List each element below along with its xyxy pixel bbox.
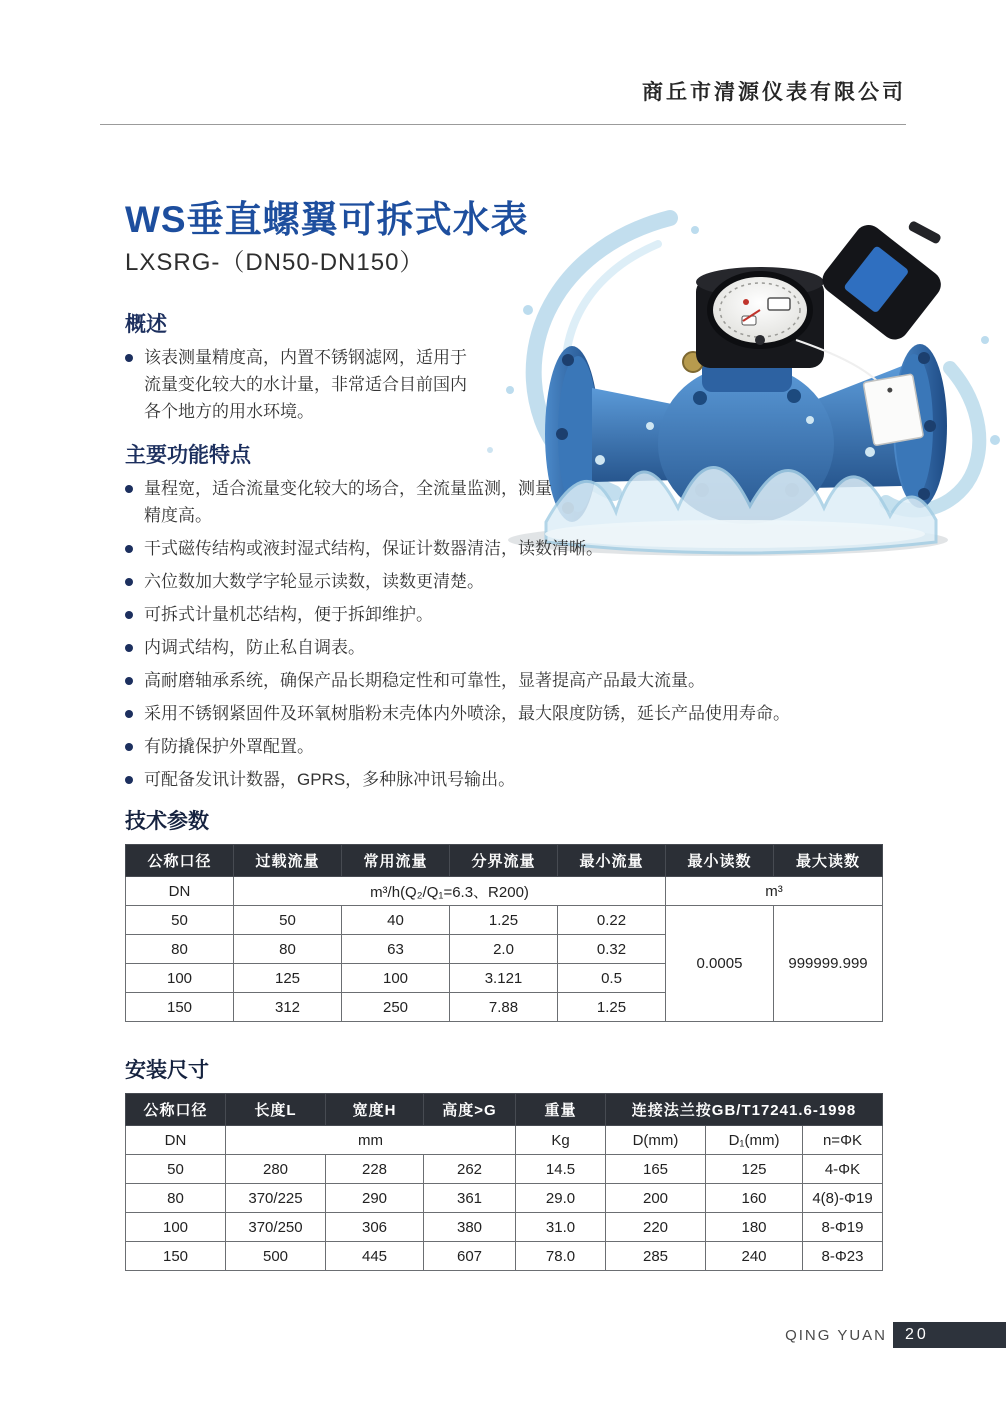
overview-heading: 概述 [125, 313, 167, 336]
page-footer [0, 1322, 1006, 1348]
features-heading: 主要功能特点 [125, 444, 251, 467]
table-cell: n=ΦK [803, 1126, 883, 1155]
column-header: 公称口径 [126, 845, 234, 877]
table-cell: 31.0 [516, 1213, 606, 1242]
feature-text: 有防撬保护外罩配置。 [144, 737, 314, 756]
list-item [125, 475, 885, 529]
column-header: 宽度H [326, 1094, 424, 1126]
page-title: WS垂直螺翼可拆式水表 [125, 199, 529, 240]
table-cell: D₁(mm) [706, 1126, 803, 1155]
bullet-icon [125, 776, 133, 784]
unit-row [126, 877, 883, 906]
feature-text: 高耐磨轴承系统，确保产品长期稳定性和可靠性，显著提高产品最大流量。 [144, 671, 705, 690]
table-cell: 4-ΦK [803, 1155, 883, 1184]
table-cell: 380 [424, 1213, 516, 1242]
overview-text: 该表测量精度高，内置不锈钢滤网，适用于流量变化较大的水计量，非常适合目前国内各个地方的用水环境。 [144, 348, 467, 421]
column-header: 最大读数 [774, 845, 883, 877]
unit-row [126, 1126, 883, 1155]
column-header: 最小读数 [666, 845, 774, 877]
table-cell: 285 [606, 1242, 706, 1271]
list-item [125, 535, 885, 562]
dimensions-heading: 安装尺寸 [125, 1059, 209, 1082]
table-cell: 445 [326, 1242, 424, 1271]
table-cell: 2.0 [450, 935, 558, 964]
bullet-icon [125, 354, 133, 362]
bullet-icon [125, 578, 133, 586]
table-cell: 100 [342, 964, 450, 993]
overview-list [125, 344, 885, 425]
list-item [125, 667, 885, 694]
table-cell: 78.0 [516, 1242, 606, 1271]
table-row [126, 1242, 883, 1271]
table-cell: 0.5 [558, 964, 666, 993]
bullet-icon [125, 677, 133, 685]
table-cell: 361 [424, 1184, 516, 1213]
list-item [125, 634, 885, 661]
column-header: 连接法兰按GB/T17241.6-1998 [606, 1094, 883, 1126]
table-cell: 262 [424, 1155, 516, 1184]
bullet-icon [125, 611, 133, 619]
features-list [125, 475, 885, 793]
bullet-icon [125, 743, 133, 751]
table-cell: 160 [706, 1184, 803, 1213]
column-header: 过载流量 [234, 845, 342, 877]
list-item [125, 601, 885, 628]
table-cell: 180 [706, 1213, 803, 1242]
table-cell: 125 [706, 1155, 803, 1184]
table-cell: 500 [226, 1242, 326, 1271]
bullet-icon [125, 710, 133, 718]
page-header [100, 76, 906, 106]
table-cell: 80 [126, 1184, 226, 1213]
table-row [126, 1155, 883, 1184]
table-cell: 3.121 [450, 964, 558, 993]
table-cell: 0.32 [558, 935, 666, 964]
table-cell: 80 [234, 935, 342, 964]
list-item [125, 766, 885, 793]
table-cell: 1.25 [558, 993, 666, 1022]
table-cell: 150 [126, 993, 234, 1022]
column-header: 高度>G [424, 1094, 516, 1126]
table-row [126, 1213, 883, 1242]
table-cell: 7.88 [450, 993, 558, 1022]
table-header-row [126, 845, 883, 877]
page-number-badge: 20 [893, 1322, 1006, 1348]
footer-brand: QING YUAN [785, 1326, 887, 1344]
table-cell: 306 [326, 1213, 424, 1242]
table-cell: 999999.999 [774, 906, 883, 1022]
column-header: 常用流量 [342, 845, 450, 877]
table-cell: DN [126, 877, 234, 906]
product-model: LXSRG-（DN50-DN150） [125, 249, 425, 276]
table-cell: 40 [342, 906, 450, 935]
table-cell: 125 [234, 964, 342, 993]
table-cell: 220 [606, 1213, 706, 1242]
table-cell: 150 [126, 1242, 226, 1271]
table-cell: 50 [126, 1155, 226, 1184]
table-cell: 370/225 [226, 1184, 326, 1213]
bullet-icon [125, 485, 133, 493]
table-cell: 29.0 [516, 1184, 606, 1213]
table-cell: 8-Φ19 [803, 1213, 883, 1242]
table-cell: 0.0005 [666, 906, 774, 1022]
list-item [125, 344, 470, 425]
table-cell: DN [126, 1126, 226, 1155]
table-cell: 50 [126, 906, 234, 935]
column-header: 公称口径 [126, 1094, 226, 1126]
table-cell: 50 [234, 906, 342, 935]
table-cell: D(mm) [606, 1126, 706, 1155]
header-divider [100, 124, 906, 125]
table-cell: 63 [342, 935, 450, 964]
feature-text: 采用不锈钢紧固件及环氧树脂粉末壳体内外喷涂，最大限度防锈，延长产品使用寿命。 [144, 704, 790, 723]
table-cell: 100 [126, 964, 234, 993]
table-cell: 228 [326, 1155, 424, 1184]
tech-params-heading: 技术参数 [125, 810, 209, 833]
column-header: 重量 [516, 1094, 606, 1126]
feature-text: 内调式结构，防止私自调表。 [144, 638, 365, 657]
table-cell: mm [226, 1126, 516, 1155]
column-header: 长度L [226, 1094, 326, 1126]
table-cell: 280 [226, 1155, 326, 1184]
column-header: 最小流量 [558, 845, 666, 877]
table-cell: m³/h(Q₂/Q₁=6.3、R200) [234, 877, 666, 906]
tech-params-table [125, 844, 883, 1022]
table-cell: 4(8)-Φ19 [803, 1184, 883, 1213]
list-item [125, 733, 885, 760]
table-cell: 8-Φ23 [803, 1242, 883, 1271]
feature-text: 干式磁传结构或液封湿式结构，保证计数器清洁，读数清晰。 [144, 539, 603, 558]
table-cell: 290 [326, 1184, 424, 1213]
bullet-icon [125, 644, 133, 652]
feature-text: 六位数加大数学字轮显示读数，读数更清楚。 [144, 572, 484, 591]
table-cell: 250 [342, 993, 450, 1022]
feature-text: 可拆式计量机芯结构，便于拆卸维护。 [144, 605, 433, 624]
table-cell: 0.22 [558, 906, 666, 935]
list-item [125, 568, 885, 595]
list-item [125, 700, 885, 727]
table-cell: 1.25 [450, 906, 558, 935]
table-row [126, 1184, 883, 1213]
column-header: 分界流量 [450, 845, 558, 877]
bullet-icon [125, 545, 133, 553]
feature-text: 量程宽，适合流量变化较大的场合，全流量监测，测量精度高。 [144, 479, 552, 525]
table-cell: 607 [424, 1242, 516, 1271]
main-content [125, 198, 885, 1271]
feature-text: 可配备发讯计数器，GPRS，多种脉冲讯号输出。 [144, 770, 516, 789]
table-cell: Kg [516, 1126, 606, 1155]
dimensions-table [125, 1093, 883, 1271]
table-header-row [126, 1094, 883, 1126]
table-cell: 312 [234, 993, 342, 1022]
table-cell: 370/250 [226, 1213, 326, 1242]
table-cell: 14.5 [516, 1155, 606, 1184]
table-cell: m³ [666, 877, 883, 906]
table-cell: 80 [126, 935, 234, 964]
company-name: 商丘市清源仪表有限公司 [642, 81, 906, 104]
table-cell: 240 [706, 1242, 803, 1271]
table-cell: 165 [606, 1155, 706, 1184]
table-cell: 100 [126, 1213, 226, 1242]
table-cell: 200 [606, 1184, 706, 1213]
table-row [126, 906, 883, 935]
